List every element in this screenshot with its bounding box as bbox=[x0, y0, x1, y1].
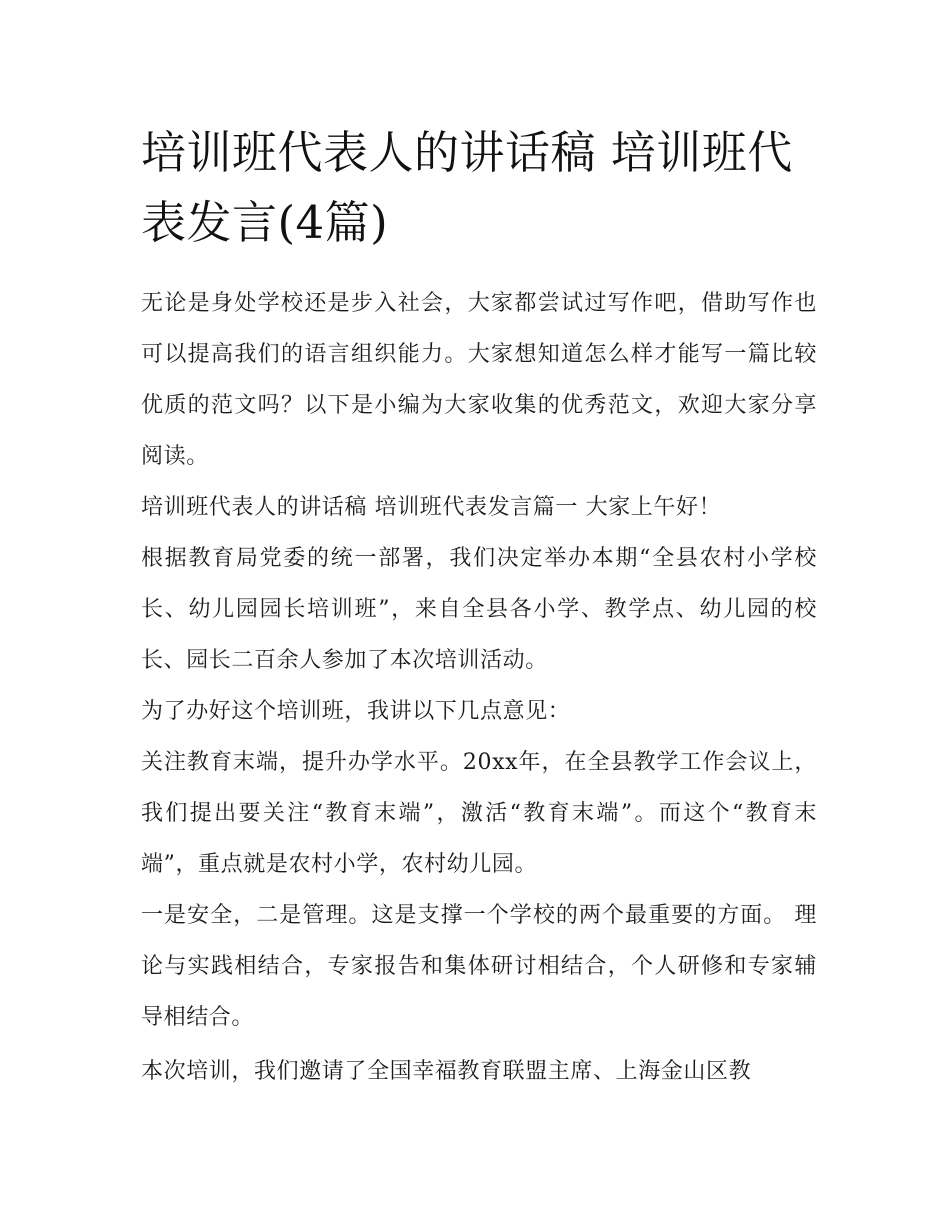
paragraph-training-invite: 本次培训，我们邀请了全国幸福教育联盟主席、上海金山区教 bbox=[141, 1059, 752, 1084]
document-body bbox=[141, 118, 817, 1097]
paragraph-greeting: 培训班代表人的讲话稿 培训班代表发言篇一 大家上午好！ bbox=[141, 495, 722, 520]
document-title: 培训班代表人的讲话稿 培训班代表发言(4篇) bbox=[141, 126, 793, 249]
paragraph-safety-management: 一是安全，二是管理。这是支撑一个学校的两个最重要的方面。 理论与实践相结合，专家报告和集体研讨相结合，个人研修和专家辅导相结合。 bbox=[141, 903, 817, 1030]
paragraph-deployment: 根据教育局党委的统一部署，我们决定举办本期“全县农村小学校长、幼儿园园长培训班”，来自全县各小学、教学点、幼儿园的校长、园长二百余人参加了本次培训活动。 bbox=[141, 546, 817, 673]
paragraph-opinions: 为了办好这个培训班，我讲以下几点意见： bbox=[141, 699, 571, 724]
paragraph-intro: 无论是身处学校还是步入社会，大家都尝试过写作吧，借助写作也可以提高我们的语言组织能力。大家想知道怎么样才能写一篇比较优质的范文吗？以下是小编为大家收集的优秀范文，欢迎大家分享阅读。 bbox=[141, 291, 817, 469]
paragraph-education-end: 关注教育末端，提升办学水平。20xx年，在全县教学工作会议上，我们提出要关注“教育末端”，激活“教育末端”。而这个“教育末端”，重点就是农村小学，农村幼儿园。 bbox=[141, 750, 817, 877]
